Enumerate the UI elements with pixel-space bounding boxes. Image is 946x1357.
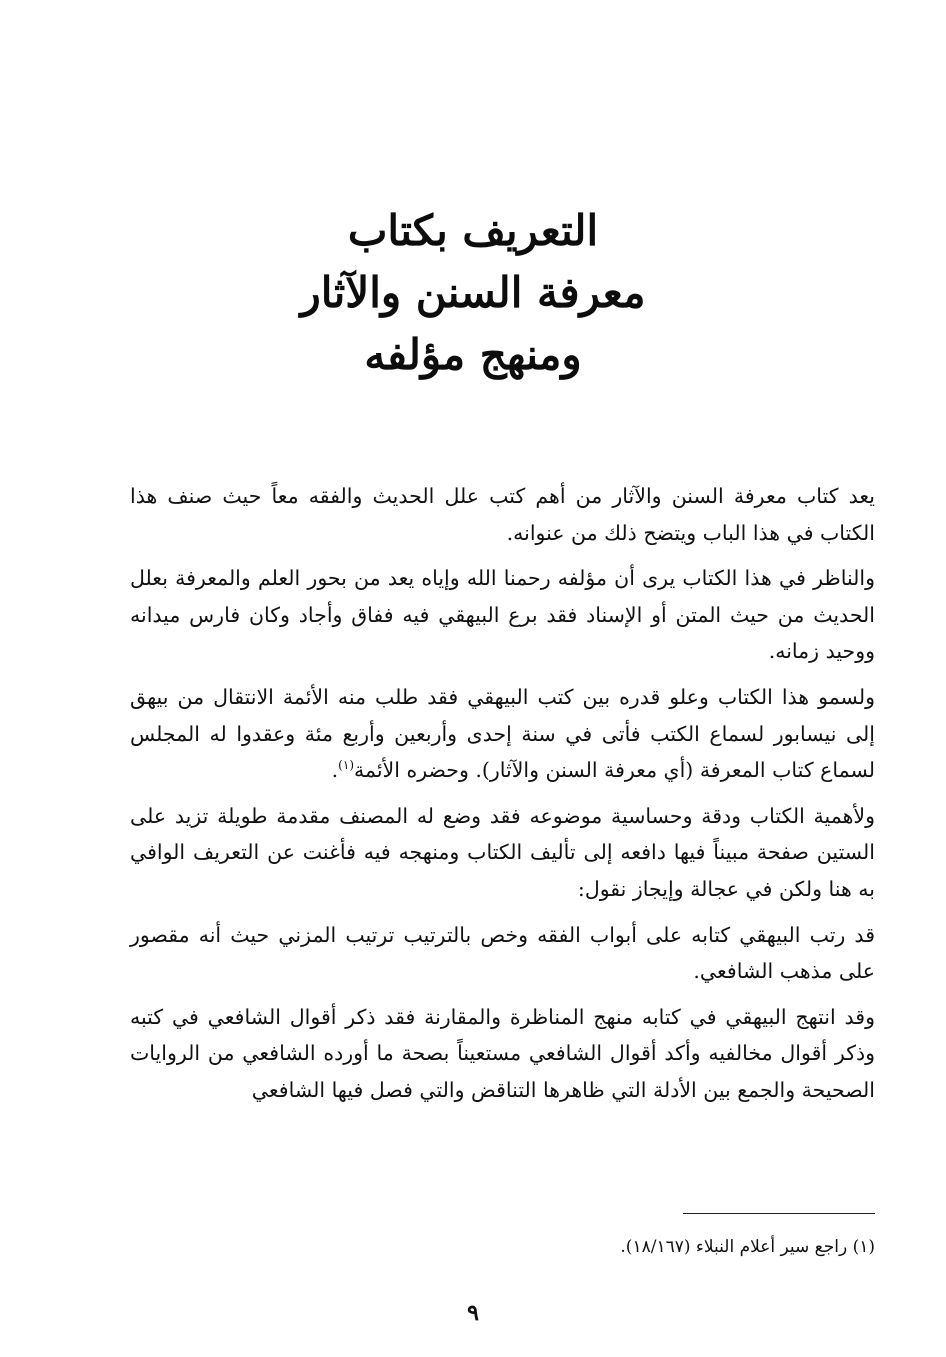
body-text (130, 478, 875, 1118)
title-line-1: التعريف بكتاب (347, 206, 599, 255)
title-line-2: معرفة السنن والآثار (300, 268, 646, 317)
paragraph-6 (130, 999, 875, 1109)
paragraph-2-text: والناظر في هذا الكتاب يرى أن مؤلفه رحمنا الله وإياه يعد من بحور العلم والمعرفة بعلل الحديث من حيث المتن أو الإسناد فقد برع البيهقي فيه ففاق وأجاد وكان فارس ميدانه ووحيد زمانه. (130, 566, 875, 664)
paragraph-1 (130, 478, 875, 551)
paragraph-1-text: يعد كتاب معرفة السنن والآثار من أهم كتب علل الحديث والفقه معاً حيث صنف هذا الكتاب في هذا الباب ويتضح ذلك من عنوانه. (130, 484, 875, 545)
paragraph-5 (130, 917, 875, 990)
footnote-reference[interactable]: (١) (338, 758, 354, 773)
paragraph-4 (130, 798, 875, 908)
paragraph-3-end: . (331, 758, 339, 783)
title-line-3: ومنهج مؤلفه (364, 330, 582, 379)
page-number: ٩ (467, 1300, 479, 1326)
footnote: (١) راجع سير أعلام النبلاء (١٨/١٦٧). (620, 1237, 875, 1257)
paragraph-5-text: قد رتب البيهقي كتابه على أبواب الفقه وخص بالترتيب ترتيب المزني حيث أنه مقصور على مذهب الشافعي. (130, 922, 875, 984)
paragraph-2 (130, 560, 875, 670)
paragraph-3 (130, 679, 875, 789)
paragraph-3-text: ولسمو هذا الكتاب وعلو قدره بين كتب البيهقي فقد طلب منه الأئمة الانتقال من بيهق إلى نيسابور لسماع الكتب فأتى في سنة إحدى وأربعين وأربع مئة وعقدوا له المجلس لسماع كتاب المعرفة (أي معرفة السنن والآثار). وحضره الأئمة (130, 684, 875, 783)
title-block (0, 200, 946, 386)
paragraph-6-text: وقد انتهج البيهقي في كتابه منهج المناظرة والمقارنة فقد ذكر أقوال الشافعي في كتبه وذكر أقوال مخالفيه وأكد أقوال الشافعي مستعيناً بصحة ما أورده الشافعي من الروايات الصحيحة والجمع بين الأدلة التي ظاهرها التناقض والتي فصل فيها الشافعي (130, 1004, 875, 1102)
paragraph-4-text: ولأهمية الكتاب ودقة وحساسية موضوعه فقد وضع له المصنف مقدمة طويلة تزيد على الستين صفحة مبيناً فيها دافعه إلى تأليف الكتاب ومنهجه فيه فأغنت عن التعريف الوافي به هنا ولكن في عجالة وإيجاز نقول: (130, 803, 875, 901)
footnote-divider (683, 1213, 875, 1214)
